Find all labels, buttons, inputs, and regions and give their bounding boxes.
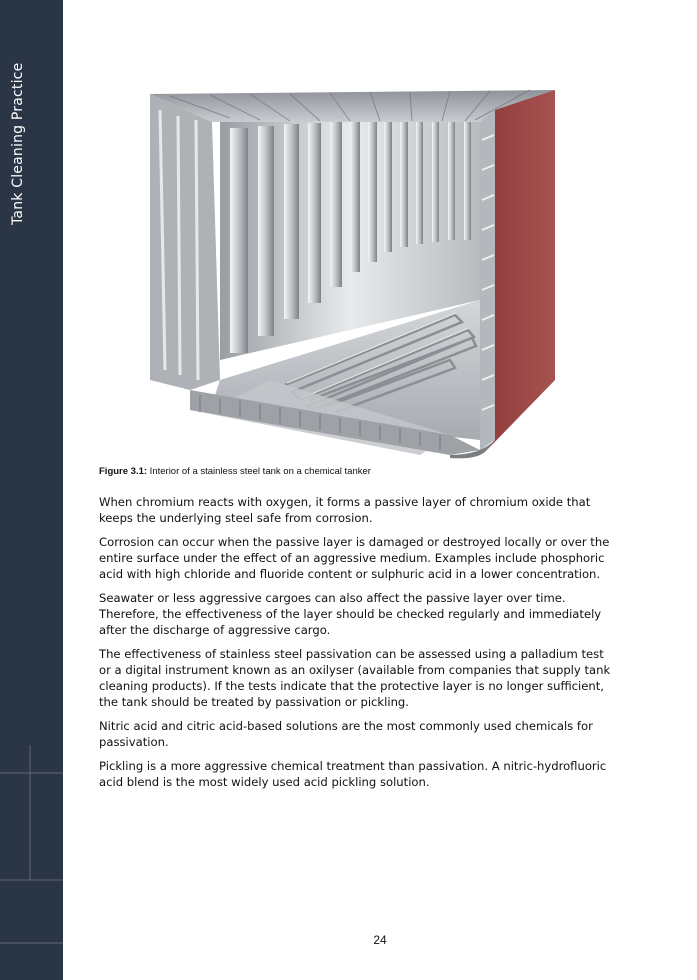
figure-caption-text: Interior of a stainless steel tank on a chemical tanker xyxy=(147,466,371,477)
figure-caption xyxy=(99,466,639,477)
figure-label: Figure 3.1: xyxy=(99,466,148,477)
tank-illustration xyxy=(150,80,560,460)
paragraph: When chromium reacts with oxygen, it forms a passive layer of chromium oxide that keeps the underlying steel safe from corrosion. xyxy=(99,495,591,525)
body-text xyxy=(99,494,619,798)
paragraph: Seawater or less aggressive cargoes can also affect the passive layer over time. Therefore, the effectiveness of the layer should be checked regularly and immediately after the discharge of aggressive cargo. xyxy=(99,591,602,637)
page-number: 24 xyxy=(373,933,387,947)
sidebar-title: Tank Cleaning Practice xyxy=(10,62,26,225)
sidebar xyxy=(0,0,63,980)
paragraph: Corrosion can occur when the passive layer is damaged or destroyed locally or over the entire surface under the effect of an aggressive medium. Examples include phosphoric acid with high chloride and fluoride content or sulphuric acid in a lower concentration. xyxy=(99,535,610,581)
sidebar-decorative-lines xyxy=(0,0,63,980)
paragraph: Nitric acid and citric acid-based solutions are the most commonly used chemicals for passivation. xyxy=(99,719,593,749)
paragraph: Pickling is a more aggressive chemical treatment than passivation. A nitric-hydrofluoric acid blend is the most widely used acid pickling solution. xyxy=(99,759,607,789)
paragraph: The effectiveness of stainless steel passivation can be assessed using a palladium test or a digital instrument known as an oxilyser (available from companies that supply tank cleaning products). If the tests indicate that the protective layer is no longer sufficient, the tank should be treated by passivation or pickling. xyxy=(99,647,611,709)
